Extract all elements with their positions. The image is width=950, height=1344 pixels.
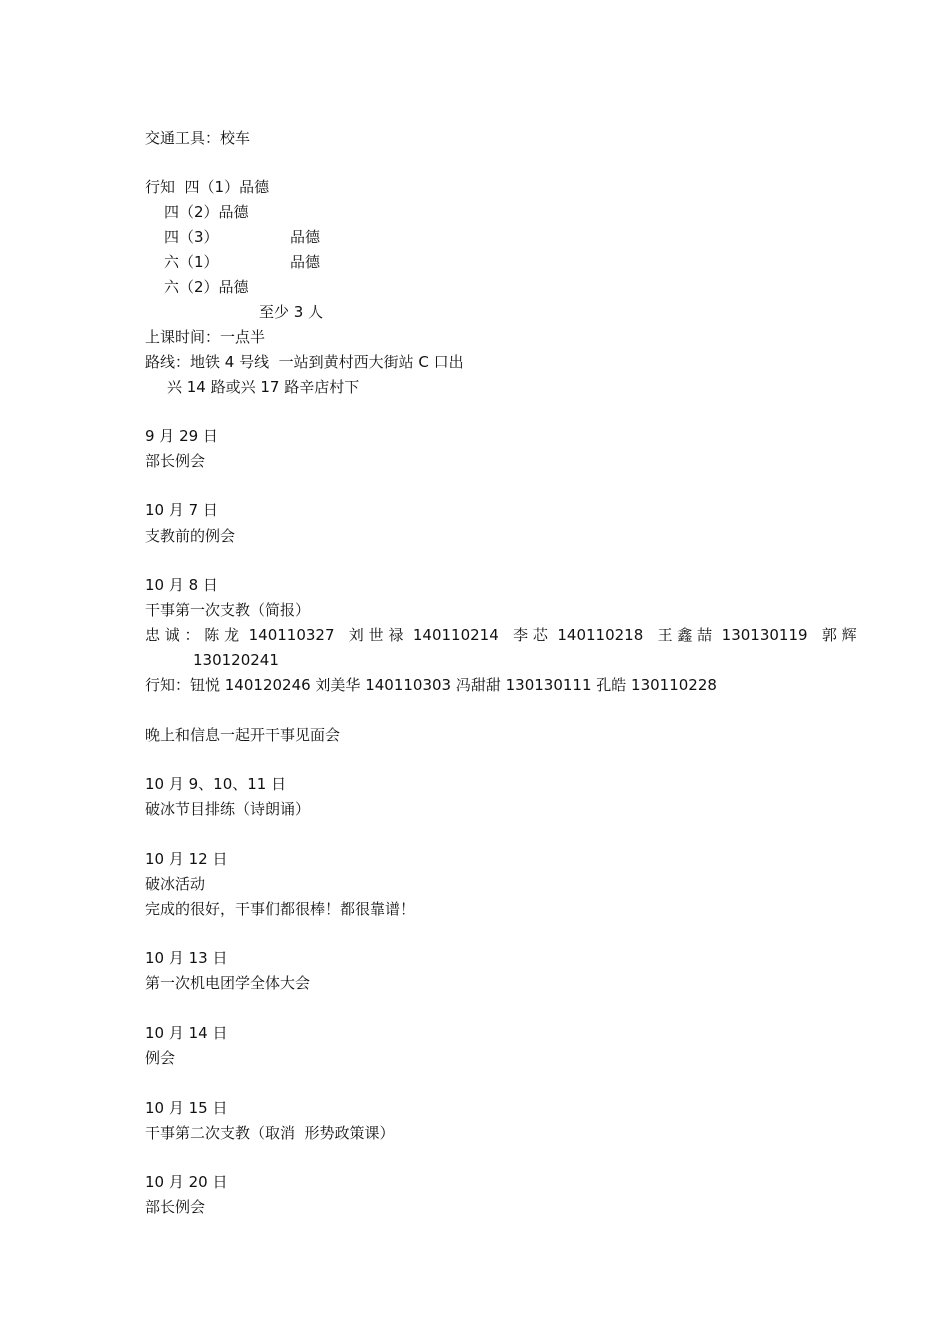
date-heading: 10 月 15 日 bbox=[145, 1099, 228, 1117]
date-heading: 10 月 9、10、11 日 bbox=[145, 775, 287, 793]
text-line: 至少 3 人 bbox=[259, 303, 324, 321]
text-line: 行知 四（1）品德 bbox=[145, 178, 270, 196]
text-line: 忠 诚 ： 陈 龙 140110327 刘 世 禄 140110214 李 芯 140110218 王 鑫 喆 130130119 郭 辉 bbox=[145, 626, 857, 644]
text-line: 第一次机电团学全体大会 bbox=[145, 974, 311, 992]
date-heading: 9 月 29 日 bbox=[145, 427, 218, 445]
text-line: 六（2）品德 bbox=[164, 278, 249, 296]
text-line: 品德 bbox=[290, 228, 321, 246]
text-line: 四（3） bbox=[164, 228, 219, 246]
text-line: 部长例会 bbox=[145, 452, 206, 470]
text-line: 支教前的例会 bbox=[145, 527, 236, 545]
text-line: 部长例会 bbox=[145, 1198, 206, 1216]
text-line: 路线：地铁 4 号线 一站到黄村西大街站 C 口出 bbox=[145, 353, 464, 371]
text-line: 四（2）品德 bbox=[164, 203, 249, 221]
date-heading: 10 月 7 日 bbox=[145, 501, 218, 519]
text-line: 兴 14 路或兴 17 路辛店村下 bbox=[167, 378, 360, 396]
text-line: 破冰节目排练（诗朗诵） bbox=[145, 800, 311, 818]
text-line: 交通工具：校车 bbox=[145, 129, 251, 147]
date-heading: 10 月 20 日 bbox=[145, 1173, 228, 1191]
text-line: 干事第一次支教（简报） bbox=[145, 601, 311, 619]
text-line: 品德 bbox=[290, 253, 321, 271]
text-line: 六（1） bbox=[164, 253, 219, 271]
date-heading: 10 月 12 日 bbox=[145, 850, 228, 868]
date-heading: 10 月 13 日 bbox=[145, 949, 228, 967]
text-line: 130120241 bbox=[193, 651, 279, 669]
text-line: 破冰活动 bbox=[145, 875, 206, 893]
text-line: 晚上和信息一起开干事见面会 bbox=[145, 726, 341, 744]
date-heading: 10 月 8 日 bbox=[145, 576, 218, 594]
text-line: 上课时间：一点半 bbox=[145, 328, 266, 346]
text-line: 完成的很好，干事们都很棒！都很靠谱！ bbox=[145, 900, 416, 918]
date-heading: 10 月 14 日 bbox=[145, 1024, 228, 1042]
text-line: 例会 bbox=[145, 1049, 176, 1067]
text-line: 干事第二次支教（取消 形势政策课） bbox=[145, 1124, 395, 1142]
text-line: 行知：钮悦 140120246 刘美华 140110303 冯甜甜 130130111 孔皓 130110228 bbox=[145, 676, 717, 694]
